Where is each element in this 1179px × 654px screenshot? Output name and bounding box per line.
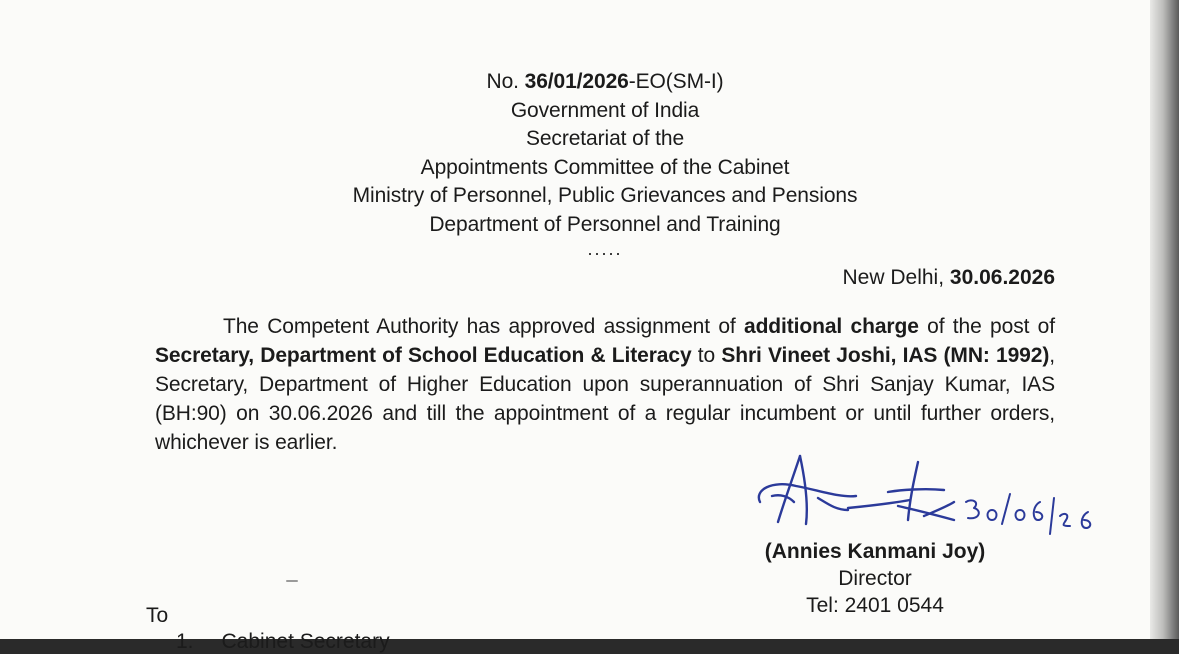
government-line: Government of India — [510, 98, 700, 122]
body-text-3: to — [691, 344, 722, 367]
signer-name: (Annies Kanmani Joy) — [764, 540, 986, 563]
body-text-2: of the post of — [918, 315, 1055, 338]
page-edge-shadow — [1150, 0, 1179, 639]
document-header — [300, 68, 910, 258]
body-bold-officer: Shri Vineet Joshi, IAS (MN: 1992) — [721, 344, 1050, 367]
body-text-4: , Secretary, Department of Higher Education upon superannuation of Shri Sanjay Kumar, IAS (BH:90) on 30.06.2026 and till the appointment of a regular incumbent or until further orders, whichever is earlier. — [155, 344, 1055, 454]
reference-prefix: No. — [486, 70, 525, 93]
handwritten-date — [966, 494, 1090, 534]
header-separator: ..... — [587, 239, 623, 259]
addressee-label: To — [146, 604, 169, 627]
body-text-1: The Competent Authority has approved assignment of — [223, 315, 744, 338]
department-line: Department of Personnel and Training — [429, 212, 781, 236]
signer-telephone: Tel: 2401 0544 — [806, 594, 944, 617]
dateline-date: 30.06.2026 — [949, 266, 1055, 289]
body-bold-post: Secretary, Department of School Education & Literacy — [155, 344, 692, 367]
ministry-line: Ministry of Personnel, Public Grievances and Pensions — [352, 184, 858, 207]
body-bold-additional-charge: additional charge — [744, 315, 919, 338]
signature-block — [748, 450, 1108, 550]
addressee-item-text: Cabinet Secretary — [221, 630, 390, 653]
reference-suffix: -EO(SM-I) — [628, 70, 724, 93]
committee-line: Appointments Committee of the Cabinet — [420, 155, 790, 179]
secretariat-line: Secretariat of the — [525, 127, 685, 150]
order-body — [155, 312, 1055, 457]
addressee-item-number: 1. — [176, 630, 194, 653]
reference-number-line — [300, 68, 910, 97]
scan-mark — [286, 580, 298, 582]
signer-details — [740, 538, 1010, 619]
order-paragraph — [155, 312, 1055, 457]
dateline-place: New Delhi, — [842, 266, 950, 289]
addressee-item — [176, 630, 390, 654]
handwritten-signature — [748, 450, 1108, 550]
signer-designation: Director — [838, 567, 912, 590]
dateline — [700, 266, 1055, 290]
reference-number: 36/01/2026 — [524, 70, 629, 93]
